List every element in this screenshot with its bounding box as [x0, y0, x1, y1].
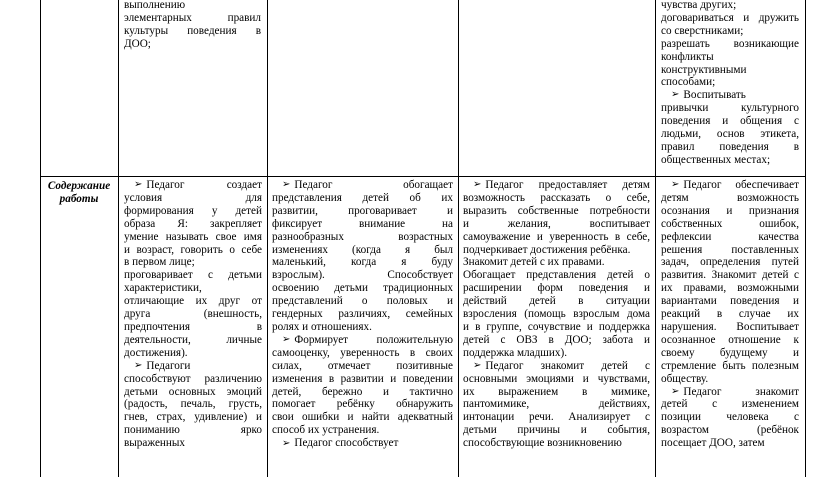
line-text: Педагог создает: [146, 179, 262, 191]
text-line: [661, 295, 799, 308]
line-text: привычки культурного: [661, 102, 799, 115]
row-label-line: Содержание: [47, 180, 111, 192]
text-line: [661, 256, 799, 269]
line-text: детей с ОВЗ в ДОО; забота и: [463, 333, 650, 346]
line-text: действий детей в ситуации: [463, 295, 650, 308]
line-text: Педагог предоставляет детям: [485, 179, 650, 191]
text-line: [124, 231, 262, 244]
text-line: [272, 347, 453, 360]
text-line: [463, 411, 650, 424]
top-row-col1-cell: [124, 0, 261, 51]
line-text: разнообразных возрастных: [272, 230, 453, 243]
text-line: [124, 38, 261, 51]
line-text: своему будущему и: [661, 346, 799, 359]
line-text: осознанное отношение к: [661, 333, 799, 346]
text-line: [463, 347, 650, 360]
line-text: элементарных правил: [124, 11, 261, 24]
text-line: [272, 308, 453, 321]
text-line: [661, 102, 799, 115]
line-text: подчеркивает достижения ребёнка.: [463, 243, 631, 256]
table-column-divider: [655, 0, 656, 477]
text-line: [661, 334, 799, 347]
bullet-line: [661, 386, 799, 399]
line-text: деятельности, личные: [124, 333, 262, 346]
bullet-line: [463, 179, 650, 192]
text-line: [463, 398, 650, 411]
text-line: [272, 282, 453, 295]
line-text: ДОО;: [124, 37, 151, 50]
line-text: договариваться и дружить: [661, 11, 799, 24]
line-text: их правами, возможными: [661, 282, 799, 295]
text-line: [124, 437, 262, 450]
text-line: [463, 244, 650, 257]
text-line: [124, 192, 262, 205]
text-line: [661, 205, 799, 218]
text-line: [463, 321, 650, 334]
bullet-arrow-icon: ➢: [134, 179, 143, 190]
text-line: [272, 398, 453, 411]
text-line: [124, 308, 262, 321]
bullet-line: [463, 360, 650, 373]
top-row-col4-cell: [661, 0, 799, 167]
text-line: [661, 0, 799, 12]
line-text: способами;: [661, 76, 716, 89]
line-text: Педагог знакомит детей с: [485, 359, 650, 372]
line-text: достижения).: [124, 346, 188, 359]
line-text: общественных местах;: [661, 153, 771, 166]
line-text: детьми причины и события,: [463, 424, 650, 437]
text-line: [661, 282, 799, 295]
line-text: поведения и общения с: [661, 115, 799, 128]
text-line: [463, 386, 650, 399]
line-text: детьми основных эмоций: [124, 385, 262, 398]
text-line: [463, 295, 650, 308]
line-text: развития. Знакомит детей с: [661, 269, 799, 282]
line-text: Педагог обеспечивает: [683, 179, 799, 191]
line-text: предпочтения в: [124, 320, 262, 333]
text-line: [661, 231, 799, 244]
text-line: [661, 321, 799, 334]
text-line: [661, 64, 799, 77]
text-line: [661, 115, 799, 128]
bullet-line: [124, 179, 262, 192]
text-line: [272, 360, 453, 373]
line-text: и желания, воспитывает: [463, 217, 650, 230]
line-text: Воспитывать: [683, 89, 746, 102]
text-line: [124, 373, 262, 386]
text-line: [124, 424, 262, 437]
line-text: условия для: [124, 191, 262, 204]
line-text: возрастом (ребёнок: [661, 424, 799, 437]
line-text: освоению детьми традиционных: [272, 282, 453, 295]
text-line: [463, 282, 650, 295]
bullet-line: [272, 179, 453, 192]
line-text: фиксирует внимание на: [272, 217, 453, 230]
text-line: [124, 398, 262, 411]
line-text: способствуют различению: [124, 372, 262, 385]
text-line: [661, 38, 799, 51]
text-line: [124, 282, 262, 295]
line-text: формирования у детей: [124, 204, 262, 217]
text-line: [272, 424, 453, 437]
text-line: [272, 218, 453, 231]
bullet-arrow-icon: ➢: [282, 438, 291, 450]
line-text: культуры поведения в: [124, 24, 261, 37]
line-text: свои ошибки и найти адекватный: [272, 411, 453, 424]
content-col2-cell: [272, 179, 453, 451]
text-line: [661, 12, 799, 25]
table-column-divider: [458, 0, 459, 477]
text-line: [272, 244, 453, 257]
text-line: [661, 76, 799, 89]
text-line: [463, 308, 650, 321]
line-text: пониманию ярко: [124, 424, 262, 437]
line-text: отличающие их друг от: [124, 295, 262, 308]
text-line: [661, 128, 799, 141]
line-text: способ их устранения.: [272, 424, 380, 437]
table-column-divider: [267, 0, 268, 477]
line-text: рефлексии качества: [661, 230, 799, 243]
line-text: характеристики,: [124, 282, 202, 295]
line-text: Педагог способствует: [294, 437, 399, 450]
table-row-divider: [40, 176, 806, 177]
text-line: [124, 269, 262, 282]
text-line: [661, 154, 799, 167]
line-text: друга (внешность,: [124, 308, 262, 321]
line-text: чувства других;: [661, 0, 737, 11]
line-text: конструктивными: [661, 63, 747, 76]
table-border-left: [40, 0, 41, 477]
text-line: [272, 205, 453, 218]
line-text: вариантами поведения и: [661, 295, 799, 308]
text-line: [661, 437, 799, 450]
table-column-divider: [118, 0, 119, 477]
line-text: помогает ребёнку обнаружить: [272, 398, 453, 411]
bullet-line: [272, 334, 453, 347]
line-text: изменения в развитии и поведении: [272, 372, 453, 385]
content-col3-cell: [463, 179, 650, 450]
text-line: [272, 295, 453, 308]
bullet-arrow-icon: ➢: [473, 179, 482, 190]
text-line: [272, 411, 453, 424]
text-line: [661, 398, 799, 411]
text-line: [124, 386, 262, 399]
text-line: [661, 192, 799, 205]
line-text: выполнению: [124, 0, 186, 11]
line-text: реакций в случае их: [661, 308, 799, 321]
line-text: представления детей об их: [272, 191, 453, 204]
line-text: собственных ошибок,: [661, 217, 799, 230]
content-col1-cell: [124, 179, 262, 450]
line-text: выраженных: [124, 437, 185, 450]
text-line: [661, 360, 799, 373]
line-text: основными эмоциями и чувствами,: [463, 372, 650, 385]
text-line: [463, 373, 650, 386]
bullet-arrow-icon: ➢: [282, 179, 291, 190]
line-text: маленький, когда я буду: [272, 256, 453, 269]
text-line: [463, 437, 650, 450]
text-line: [463, 231, 650, 244]
line-text: развитии, проговаривает и: [272, 204, 453, 217]
line-text: ролях и отношениях.: [272, 320, 372, 333]
line-text: нарушения. Воспитывает: [661, 320, 799, 333]
text-line: [463, 424, 650, 437]
text-line: [661, 218, 799, 231]
line-text: в первом лице;: [124, 256, 195, 269]
line-text: поддержка младших).: [463, 346, 567, 359]
line-text: детей с изменением: [661, 398, 799, 411]
line-text: и в группе, сочувствие и поддержка: [463, 320, 650, 333]
text-line: [124, 347, 262, 360]
text-line: [124, 256, 262, 269]
line-text: Педагог обогащает: [294, 179, 453, 191]
line-text: самоуважение и уверенность в себе,: [463, 230, 650, 243]
line-text: их выражением в мимике,: [463, 385, 650, 398]
line-text: детям возможность: [661, 191, 799, 204]
text-line: [272, 373, 453, 386]
text-line: [272, 269, 453, 282]
text-line: [272, 256, 453, 269]
line-text: способствующие возникновению: [463, 437, 622, 450]
text-line: [124, 411, 262, 424]
text-line: [124, 205, 262, 218]
text-line: [661, 308, 799, 321]
line-text: решения поставленных: [661, 243, 799, 256]
line-text: конфликты: [661, 50, 714, 63]
text-line: [463, 205, 650, 218]
bullet-line: [272, 437, 453, 451]
bullet-arrow-icon: ➢: [671, 179, 680, 190]
text-line: [661, 347, 799, 360]
line-text: расширении форм поведения и: [463, 282, 650, 295]
text-line: [463, 192, 650, 205]
text-line: [463, 256, 650, 269]
line-text: интонации речи. Анализирует с: [463, 411, 650, 424]
line-text: людьми, основ этикета,: [661, 128, 799, 141]
text-line: [124, 0, 261, 12]
bullet-line: [661, 89, 799, 102]
table-border-right: [805, 0, 806, 477]
bullet-arrow-icon: ➢: [134, 359, 143, 371]
line-text: взросления (помощь взрослым дома: [463, 308, 650, 321]
text-line: [124, 12, 261, 25]
content-col4-cell: [661, 179, 799, 450]
line-text: гендерных различиях, семейных: [272, 308, 453, 321]
line-text: детей, бережно и тактично: [272, 385, 453, 398]
text-line: [661, 424, 799, 437]
line-text: выразить собственные потребности: [463, 204, 650, 217]
line-text: силах, отмечает позитивные: [272, 359, 453, 372]
text-line: [661, 25, 799, 38]
bullet-arrow-icon: ➢: [473, 359, 482, 371]
line-text: пантомимике, действиях,: [463, 398, 650, 411]
text-line: [272, 231, 453, 244]
line-text: Обогащает представления детей о: [463, 269, 650, 282]
text-line: [124, 295, 262, 308]
text-line: [661, 373, 799, 386]
line-text: (радость, печаль, грусть,: [124, 398, 262, 411]
text-line: [272, 192, 453, 205]
text-line: [661, 411, 799, 424]
line-text: обществу.: [661, 372, 709, 385]
text-line: [661, 141, 799, 154]
row-label-line: работы: [59, 192, 99, 205]
text-line: [124, 321, 262, 334]
text-line: [661, 269, 799, 282]
line-text: самооценку, уверенность в своих: [272, 346, 453, 359]
line-text: гнев, страх, удивление) и: [124, 411, 262, 424]
line-text: посещает ДОО, затем: [661, 437, 765, 450]
line-text: взрослым). Способствует: [272, 269, 453, 282]
bullet-line: [124, 360, 262, 373]
text-line: [661, 51, 799, 64]
line-text: изменениях (когда я был: [272, 243, 453, 256]
line-text: разрешать возникающие: [661, 37, 799, 50]
text-line: [124, 218, 262, 231]
text-line: [124, 334, 262, 347]
row-label-content: [42, 180, 116, 206]
text-line: [463, 334, 650, 347]
line-text: стремление быть полезным: [661, 359, 799, 372]
bullet-arrow-icon: ➢: [671, 385, 680, 397]
line-text: Формирует положительную: [294, 333, 453, 346]
bullet-line: [661, 179, 799, 192]
line-text: осознания и признания: [661, 204, 799, 217]
line-text: Педагог знакомит: [683, 385, 799, 398]
text-line: [661, 244, 799, 257]
line-text: представлений о половых и: [272, 295, 453, 308]
line-text: со сверстниками;: [661, 24, 744, 37]
line-text: Педагоги: [146, 359, 191, 372]
line-text: проговаривает с детьми: [124, 269, 262, 282]
text-line: [463, 269, 650, 282]
line-text: правил поведения в: [661, 140, 799, 153]
line-text: и возраст, говорить о себе: [124, 243, 262, 256]
line-text: задач, определения путей: [661, 256, 799, 269]
bullet-arrow-icon: ➢: [671, 89, 680, 101]
text-line: [272, 321, 453, 334]
line-text: умение называть свое имя: [124, 230, 262, 243]
line-text: Знакомит детей с их правами.: [463, 256, 605, 269]
line-text: возможность рассказать о себе,: [463, 191, 650, 204]
bullet-arrow-icon: ➢: [282, 333, 291, 345]
line-text: позиции человека с: [661, 411, 799, 424]
text-line: [124, 244, 262, 257]
text-line: [124, 25, 261, 38]
text-line: [463, 218, 650, 231]
line-text: образа Я: закрепляет: [124, 217, 262, 230]
text-line: [272, 386, 453, 399]
